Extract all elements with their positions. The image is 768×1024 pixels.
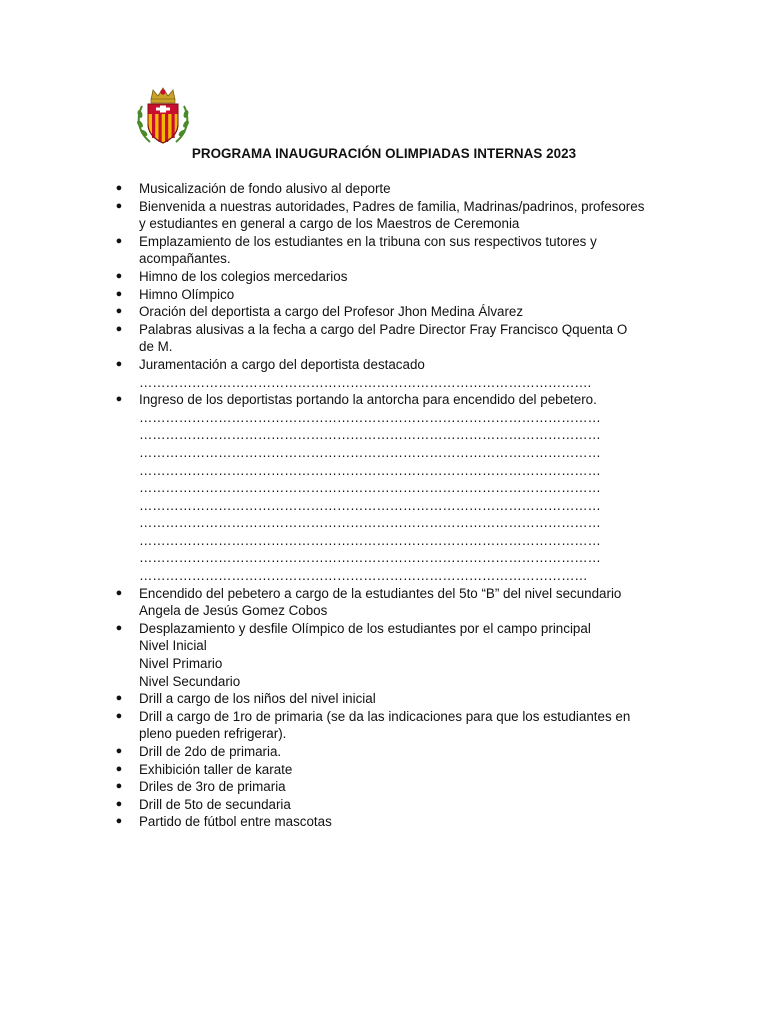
bullet-icon: ● <box>115 182 123 194</box>
item-text-line: Musicalización de fondo alusivo al deporte <box>139 181 391 196</box>
item-text-line: Ingreso de los deportistas portando la antorcha para encendido del pebetero. <box>139 392 597 408</box>
program-item <box>114 743 684 761</box>
bullet-icon: ● <box>115 692 123 705</box>
program-item <box>114 585 684 620</box>
item-text-line: Nivel Secundario <box>139 673 241 689</box>
bullet-icon: ● <box>115 234 123 247</box>
item-text-line: acompañantes. <box>139 251 231 267</box>
item-text-line: Himno Olímpico <box>139 286 235 302</box>
program-item <box>114 321 684 356</box>
blank-fill-line: ………………………………………………………………………………………… <box>139 568 588 584</box>
item-text-line: Drill a cargo de los niños del nivel inicial <box>139 691 376 707</box>
program-item <box>114 813 684 831</box>
item-text-line: Desplazamiento y desfile Olímpico de los estudiantes por el campo principal <box>139 620 591 636</box>
item-text-line: Oración del deportista a cargo del Profesor Jhon Medina Álvarez <box>139 304 524 320</box>
bullet-icon: ● <box>115 586 123 599</box>
blank-fill-line: …………………………………………………………………………………………… <box>139 480 601 496</box>
bullet-icon: ● <box>115 797 123 810</box>
program-item <box>114 198 684 233</box>
item-text-line: Himno de los colegios mercedarios <box>139 268 348 284</box>
bullet-icon: ● <box>115 762 123 775</box>
item-text-line: de M. <box>139 339 173 355</box>
item-text-line: y estudiantes en general a cargo de los Maestros de Ceremonia <box>139 216 520 232</box>
program-item <box>114 620 684 690</box>
blank-fill-line: …………………………………………………………………………………………. <box>139 374 592 390</box>
bullet-icon: ● <box>115 357 123 370</box>
bullet-icon: ● <box>115 815 123 828</box>
item-text-line: pleno pueden refrigerar). <box>139 726 287 742</box>
item-text-line: Nivel Inicial <box>139 638 207 654</box>
program-item <box>114 690 684 708</box>
program-items-list <box>114 180 684 831</box>
item-text-line: Partido de fútbol entre mascotas <box>139 814 332 830</box>
program-item <box>114 356 684 391</box>
bullet-icon: ● <box>115 621 123 634</box>
program-item <box>114 708 684 743</box>
blank-fill-line: …………………………………………………………………………………………… <box>139 532 601 548</box>
blank-fill-line: …………………………………………………………………………………………… <box>139 515 601 531</box>
item-text-line: Drill de 2do de primaria. <box>139 744 282 759</box>
item-text-line: Driles de 3ro de primaria <box>139 779 286 795</box>
item-text-line: Drill de 5to de secundaria <box>139 796 291 812</box>
program-item <box>114 268 684 286</box>
program-item <box>114 761 684 779</box>
bullet-icon: ● <box>115 745 123 757</box>
item-text-line: Angela de Jesús Gomez Cobos <box>139 603 328 619</box>
item-text-line: Emplazamiento de los estudiantes en la tribuna con sus respectivos tutores y <box>139 233 597 249</box>
item-text-line: Exhibición taller de karate <box>139 761 293 777</box>
bullet-icon: ● <box>115 780 123 793</box>
bullet-icon: ● <box>115 287 123 300</box>
item-text-line: Nivel Primario <box>139 656 223 672</box>
bullet-icon: ● <box>115 199 123 212</box>
bullet-icon: ● <box>115 393 123 406</box>
item-text-line: Juramentación a cargo del deportista destacado <box>139 356 425 372</box>
item-text-line: Drill a cargo de 1ro de primaria (se da las indicaciones para que los estudiantes en <box>139 708 631 724</box>
bullet-icon: ● <box>115 269 123 282</box>
blank-fill-line: …………………………………………………………………………………………… <box>139 462 601 478</box>
blank-fill-line: …………………………………………………………………………………………… <box>139 409 601 425</box>
bullet-icon: ● <box>115 322 123 335</box>
program-item <box>114 303 684 321</box>
program-item <box>114 796 684 814</box>
program-title: PROGRAMA INAUGURACIÓN OLIMPIADAS INTERNAS 2023 <box>191 146 577 161</box>
item-text-line: Palabras alusivas a la fecha a cargo del Padre Director Fray Francisco Qquenta O <box>139 321 628 337</box>
blank-fill-line: …………………………………………………………………………………………… <box>139 427 601 443</box>
blank-fill-line: …………………………………………………………………………………………… <box>139 497 601 513</box>
bullet-icon: ● <box>115 709 123 722</box>
item-text-line: Encendido del pebetero a cargo de la estudiantes del 5to “B” del nivel secundario <box>139 585 622 601</box>
item-text-line: Bienvenida a nuestras autoridades, Padres de familia, Madrinas/padrinos, profesores <box>139 198 645 214</box>
program-item <box>114 778 684 796</box>
blank-fill-line: …………………………………………………………………………………………… <box>139 444 601 460</box>
program-item <box>114 391 684 585</box>
school-crest-logo <box>134 86 192 146</box>
bullet-icon: ● <box>115 305 123 318</box>
program-item <box>114 180 684 198</box>
blank-fill-line: …………………………………………………………………………………………… <box>139 550 601 566</box>
program-item <box>114 286 684 304</box>
program-item <box>114 233 684 268</box>
